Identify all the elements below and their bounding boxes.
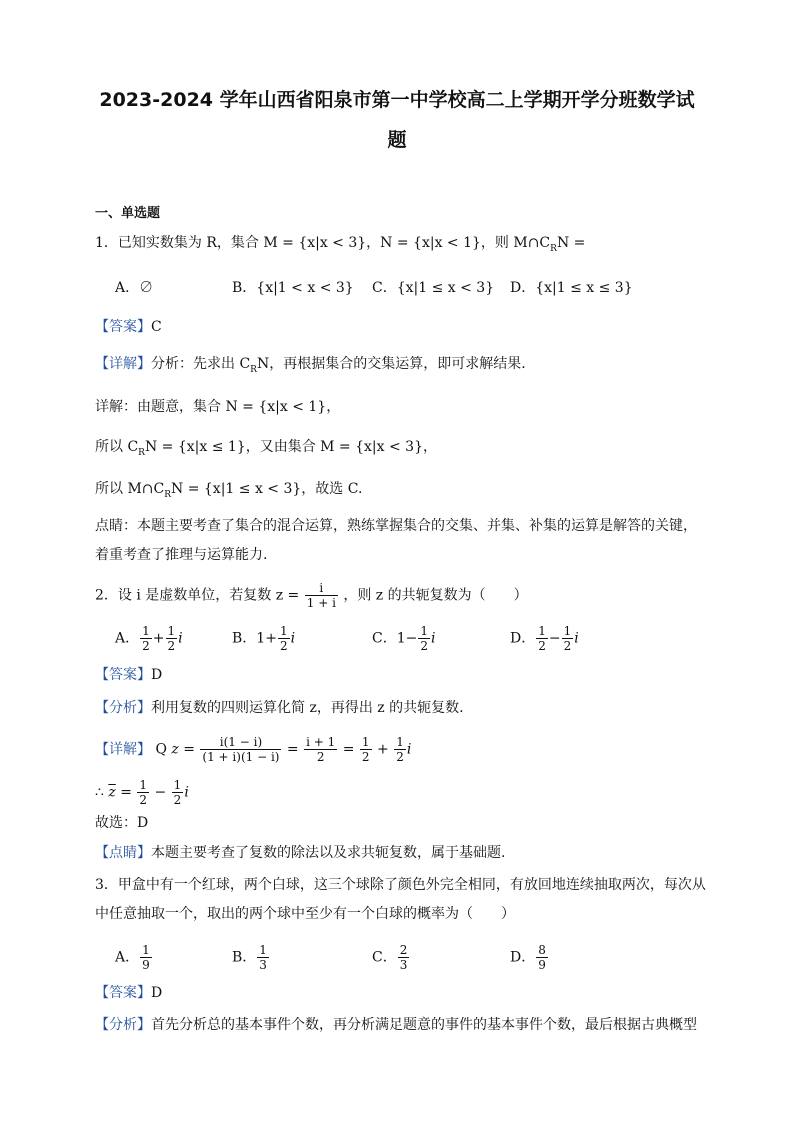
section-heading: 一、单选题: [95, 206, 161, 221]
q2-answer: 【 答案 】 D: [95, 664, 162, 686]
q2-option-c: C．1− $\frac{1}{2}$ i: [372, 624, 436, 653]
q3-answer: 【 答案 】 D: [95, 982, 162, 1004]
answer-tag: 【 答案 】: [95, 319, 151, 335]
q1-detail: 【 详解 】 分析：先求出 $C_RN$，再根据集合的交集运算，即可求解结果.: [95, 353, 526, 381]
doc-title: 2023-2024 学年山西省阳泉市第一中学校高二上学期开学分班数学试: [99, 89, 695, 111]
q2-choose: 故选：D: [95, 815, 149, 831]
q1-step-3: 所以 $M\cap C_RN = \{x|1 \le x < 3\}$，故选 C.: [95, 481, 363, 500]
q1-option-c: C．{x|1 ≤ x < 3}: [372, 280, 495, 296]
q2-analysis: 【 分析 】 利用复数的四则运算化简 z，再得出 z 的共轭复数.: [95, 697, 464, 719]
q1-step-2: 所以 $C_RN = \{x|x \le 1\}$，又由集合 M = {x|x < 3}，: [95, 439, 437, 458]
q1-option-a: A．∅: [115, 280, 154, 296]
q1-answer: 【 答案 】 C: [95, 316, 162, 338]
q2-option-d: D． $\frac{1}{2}$ − $\frac{1}{2}$ i: [510, 624, 579, 653]
q1-comment: 点睛：本题主要考查了集合的混合运算，熟练掌握集合的交集、并集、补集的运算是解答的关键，: [95, 518, 697, 534]
q2-conjugate: ∴ $\overline{z}$ = $\frac{1}{2}$ − $\frac{1}{2}$ i: [95, 778, 189, 807]
q3-analysis: 【 分析 】 首先分析总的基本事件个数，再分析满足题意的事件的基本事件个数，最后根据古典概型: [95, 1014, 697, 1036]
fraction: $\frac{i}{1 + i}$: [306, 581, 336, 610]
q1-comment-cont: 着重考查了推理与运算能力.: [95, 547, 268, 563]
q1-option-b: B．{x|1 < x < 3}: [232, 280, 354, 296]
q3-option-c: C． $\frac{2}{3}$: [372, 943, 408, 972]
q2-option-b: B．1+ $\frac{1}{2}$ i: [232, 624, 296, 653]
q3-option-a: A． $\frac{1}{9}$: [115, 943, 150, 972]
q2-option-a: A． $\frac{1}{2}$ + $\frac{1}{2}$ i: [115, 624, 183, 653]
q2-stem: 2．设 i 是虚数单位，若复数 z = $\frac{i}{1 + i}$ ，则 z 的共轭复数为（ ）: [95, 581, 528, 610]
q1-option-d: D．{x|1 ≤ x ≤ 3}: [510, 280, 633, 296]
q2-detail: 【 详解 】 Q z = $\frac{i(1 - i)}{(1 + i)(1 - i)}$ = $\frac{i + 1}{2}$ = $\frac{1}{2}$ + $\frac{1}{2}$ i: [95, 735, 411, 764]
q3-stem-cont: 中任意抽取一个，取出的两个球中至少有一个白球的概率为（ ）: [95, 906, 515, 922]
q3-option-b: B． $\frac{1}{3}$: [232, 943, 267, 972]
detail-tag: 【 详解 】: [95, 356, 151, 372]
q3-option-d: D． $\frac{8}{9}$: [510, 943, 546, 972]
q2-comment: 【 点睛 】 本题主要考查了复数的除法以及求共轭复数，属于基础题.: [95, 842, 505, 864]
doc-title-cont: 题: [387, 129, 407, 151]
q3-stem: 3．甲盒中有一个红球，两个白球，这三个球除了颜色外完全相同，有放回地连续抽取两次，每次从: [95, 877, 706, 893]
q1-stem: 1．已知实数集为 R，集合 M = {x|x < 3}，N = {x|x < 1}，则 $M\cap C_RN$ =: [95, 235, 586, 254]
q1-step-1: 详解：由题意，集合 N = {x|x < 1}，: [95, 399, 341, 415]
